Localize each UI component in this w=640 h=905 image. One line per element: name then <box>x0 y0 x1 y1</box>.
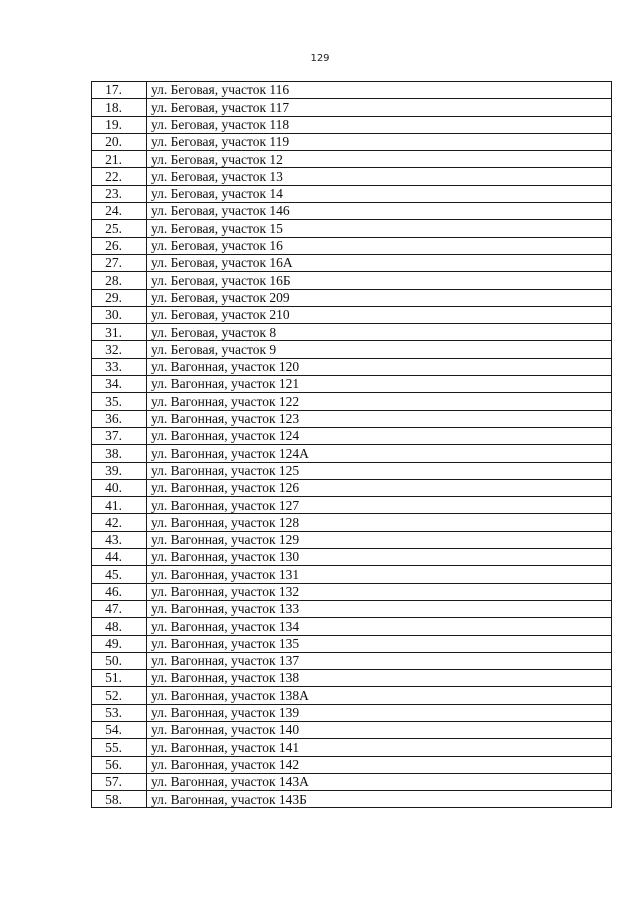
row-number-cell: 51. <box>92 670 147 687</box>
table-row <box>92 531 612 548</box>
address-cell: ул. Беговая, участок 116 <box>147 82 612 99</box>
address-cell: ул. Беговая, участок 9 <box>147 341 612 358</box>
address-cell: ул. Вагонная, участок 132 <box>147 583 612 600</box>
table-row <box>92 791 612 808</box>
row-number-cell: 24. <box>92 203 147 220</box>
table-row <box>92 687 612 704</box>
row-number-cell: 38. <box>92 445 147 462</box>
row-number-cell: 43. <box>92 531 147 548</box>
address-cell: ул. Вагонная, участок 123 <box>147 410 612 427</box>
row-number-cell: 42. <box>92 514 147 531</box>
row-number-cell: 58. <box>92 791 147 808</box>
address-cell: ул. Вагонная, участок 143А <box>147 773 612 790</box>
address-cell: ул. Беговая, участок 119 <box>147 133 612 150</box>
address-cell: ул. Беговая, участок 16 <box>147 237 612 254</box>
table-row <box>92 600 612 617</box>
address-cell: ул. Вагонная, участок 139 <box>147 704 612 721</box>
address-cell: ул. Вагонная, участок 137 <box>147 652 612 669</box>
address-cell: ул. Вагонная, участок 120 <box>147 358 612 375</box>
address-cell: ул. Вагонная, участок 124 <box>147 427 612 444</box>
row-number-cell: 40. <box>92 479 147 496</box>
row-number-cell: 18. <box>92 99 147 116</box>
row-number-cell: 55. <box>92 739 147 756</box>
table-row <box>92 566 612 583</box>
address-cell: ул. Вагонная, участок 140 <box>147 721 612 738</box>
table-row <box>92 116 612 133</box>
table-row <box>92 203 612 220</box>
row-number-cell: 54. <box>92 721 147 738</box>
row-number-cell: 50. <box>92 652 147 669</box>
address-cell: ул. Вагонная, участок 141 <box>147 739 612 756</box>
address-cell: ул. Вагонная, участок 129 <box>147 531 612 548</box>
table-row <box>92 670 612 687</box>
address-cell: ул. Вагонная, участок 135 <box>147 635 612 652</box>
table-row <box>92 306 612 323</box>
address-cell: ул. Беговая, участок 16А <box>147 254 612 271</box>
table-row <box>92 427 612 444</box>
row-number-cell: 32. <box>92 341 147 358</box>
table-row <box>92 358 612 375</box>
address-cell: ул. Беговая, участок 146 <box>147 203 612 220</box>
table-row <box>92 393 612 410</box>
table-row <box>92 583 612 600</box>
row-number-cell: 26. <box>92 237 147 254</box>
address-cell: ул. Беговая, участок 210 <box>147 306 612 323</box>
row-number-cell: 48. <box>92 618 147 635</box>
address-cell: ул. Вагонная, участок 124А <box>147 445 612 462</box>
address-cell: ул. Беговая, участок 16Б <box>147 272 612 289</box>
table-row <box>92 549 612 566</box>
address-cell: ул. Вагонная, участок 143Б <box>147 791 612 808</box>
address-cell: ул. Вагонная, участок 133 <box>147 600 612 617</box>
row-number-cell: 17. <box>92 82 147 99</box>
row-number-cell: 34. <box>92 376 147 393</box>
row-number-cell: 19. <box>92 116 147 133</box>
address-cell: ул. Вагонная, участок 138 <box>147 670 612 687</box>
address-cell: ул. Беговая, участок 14 <box>147 185 612 202</box>
table-row <box>92 324 612 341</box>
row-number-cell: 52. <box>92 687 147 704</box>
address-cell: ул. Вагонная, участок 130 <box>147 549 612 566</box>
row-number-cell: 20. <box>92 133 147 150</box>
table-row <box>92 272 612 289</box>
table-row <box>92 220 612 237</box>
address-cell: ул. Вагонная, участок 142 <box>147 756 612 773</box>
row-number-cell: 30. <box>92 306 147 323</box>
row-number-cell: 49. <box>92 635 147 652</box>
table-row <box>92 497 612 514</box>
row-number-cell: 33. <box>92 358 147 375</box>
row-number-cell: 53. <box>92 704 147 721</box>
address-cell: ул. Вагонная, участок 126 <box>147 479 612 496</box>
table-row <box>92 376 612 393</box>
row-number-cell: 28. <box>92 272 147 289</box>
row-number-cell: 37. <box>92 427 147 444</box>
row-number-cell: 44. <box>92 549 147 566</box>
address-cell: ул. Вагонная, участок 125 <box>147 462 612 479</box>
address-cell: ул. Беговая, участок 209 <box>147 289 612 306</box>
row-number-cell: 46. <box>92 583 147 600</box>
table-row <box>92 635 612 652</box>
row-number-cell: 56. <box>92 756 147 773</box>
table-row <box>92 445 612 462</box>
row-number-cell: 35. <box>92 393 147 410</box>
row-number-cell: 29. <box>92 289 147 306</box>
table-row <box>92 341 612 358</box>
table-row <box>92 618 612 635</box>
table-row <box>92 410 612 427</box>
row-number-cell: 23. <box>92 185 147 202</box>
address-table <box>91 81 612 808</box>
table-row <box>92 756 612 773</box>
row-number-cell: 21. <box>92 151 147 168</box>
table-row <box>92 82 612 99</box>
address-cell: ул. Вагонная, участок 121 <box>147 376 612 393</box>
table-row <box>92 479 612 496</box>
address-table-body <box>92 82 612 808</box>
address-cell: ул. Беговая, участок 8 <box>147 324 612 341</box>
table-row <box>92 652 612 669</box>
row-number-cell: 22. <box>92 168 147 185</box>
address-cell: ул. Беговая, участок 118 <box>147 116 612 133</box>
table-row <box>92 237 612 254</box>
table-row <box>92 289 612 306</box>
address-cell: ул. Беговая, участок 13 <box>147 168 612 185</box>
row-number-cell: 39. <box>92 462 147 479</box>
table-row <box>92 133 612 150</box>
row-number-cell: 41. <box>92 497 147 514</box>
row-number-cell: 36. <box>92 410 147 427</box>
row-number-cell: 31. <box>92 324 147 341</box>
address-cell: ул. Вагонная, участок 122 <box>147 393 612 410</box>
table-row <box>92 739 612 756</box>
page-number: 129 <box>310 53 330 64</box>
table-row <box>92 254 612 271</box>
table-row <box>92 99 612 116</box>
address-cell: ул. Вагонная, участок 131 <box>147 566 612 583</box>
address-cell: ул. Вагонная, участок 127 <box>147 497 612 514</box>
address-cell: ул. Беговая, участок 117 <box>147 99 612 116</box>
table-row <box>92 704 612 721</box>
table-row <box>92 151 612 168</box>
row-number-cell: 27. <box>92 254 147 271</box>
table-row <box>92 721 612 738</box>
table-row <box>92 462 612 479</box>
table-row <box>92 514 612 531</box>
address-cell: ул. Вагонная, участок 128 <box>147 514 612 531</box>
table-row <box>92 168 612 185</box>
table-row <box>92 185 612 202</box>
address-cell: ул. Беговая, участок 15 <box>147 220 612 237</box>
address-cell: ул. Беговая, участок 12 <box>147 151 612 168</box>
row-number-cell: 25. <box>92 220 147 237</box>
row-number-cell: 45. <box>92 566 147 583</box>
row-number-cell: 47. <box>92 600 147 617</box>
table-row <box>92 773 612 790</box>
address-cell: ул. Вагонная, участок 138А <box>147 687 612 704</box>
address-cell: ул. Вагонная, участок 134 <box>147 618 612 635</box>
row-number-cell: 57. <box>92 773 147 790</box>
